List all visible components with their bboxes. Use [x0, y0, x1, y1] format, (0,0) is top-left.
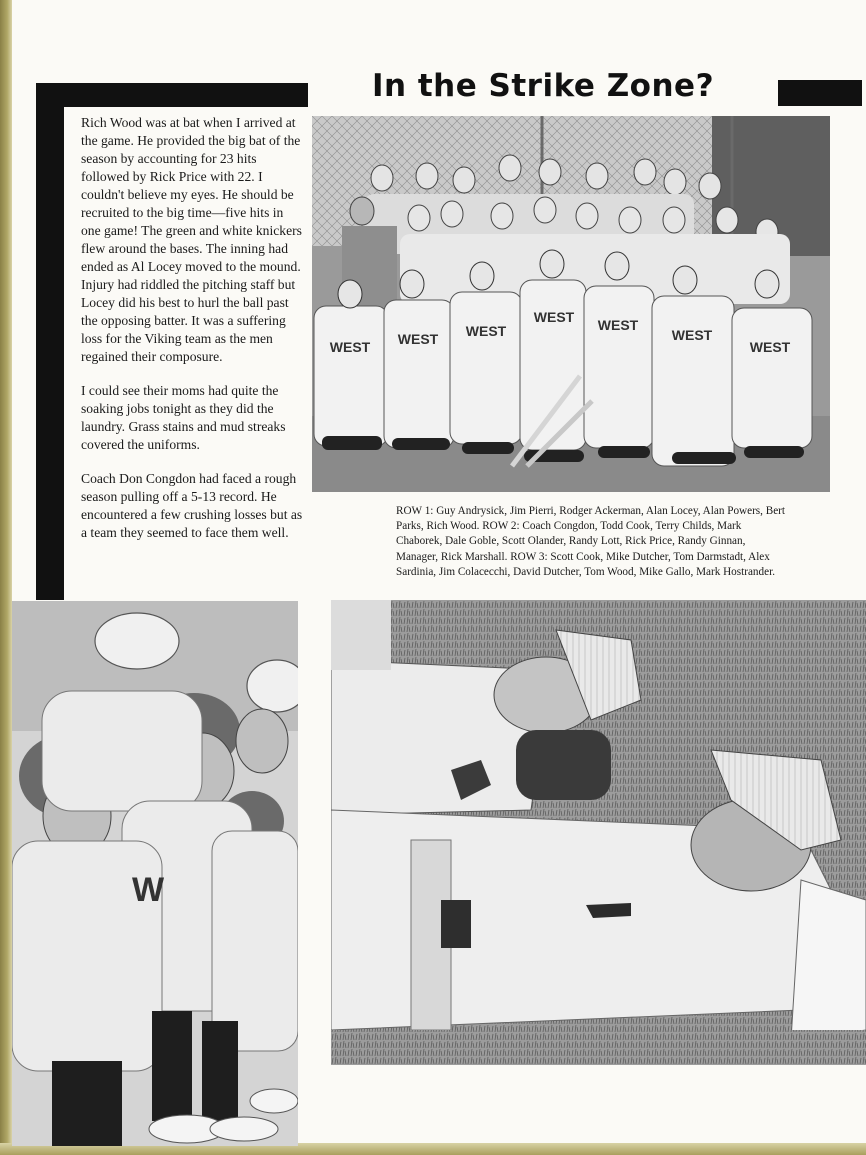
huddle-photo-image	[12, 601, 298, 1146]
svg-text:WEST: WEST	[671, 327, 713, 343]
title-bar-left	[36, 83, 308, 107]
story-paragraph: Coach Don Congdon had faced a rough season pulling off a 5-13 record. He encountered a few crushing losses but as a team they seemed to face them well.	[81, 471, 303, 540]
team-photo	[312, 116, 830, 492]
story-paragraph: I could see their moms had quite the soaking jobs tonight as they did the laundry. Grass stains and mud streaks covered the uniforms.	[81, 383, 286, 452]
page-edge-left	[0, 0, 12, 1155]
svg-text:WEST: WEST	[329, 339, 371, 355]
svg-text:WEST: WEST	[597, 317, 639, 333]
svg-text:W: W	[132, 871, 165, 909]
story-paragraph: Rich Wood was at bat when I arrived at the game. He provided the big bat of the season by accounting for 23 hits followed by Rick Price with 22. I couldn't believe my eyes. He should be recruited to the big time—five hits in one game! The green and white knickers flew around the bases. The inning had ended as Al Locey moved to the mound. Injury had riddled the pitching staff but Locey did his best to hurl the ball past the opposing batter. It was a suffering loss for the Viking team as the men regained their composure.	[81, 115, 302, 364]
team-photo-caption: ROW 1: Guy Andrysick, Jim Pierri, Rodger Ackerman, Alan Locey, Alan Powers, Bert Parks, Rich Wood. ROW 2: Coach Congdon, Todd Cook, Terry Childs, Mark Chaborek, Dale Goble, Scott Olander, Randy Lott, Rick Price, Randy Ginnan, Manager, Rick Marshall. ROW 3: Scott Cook, Mike Dutcher, Tom Darmstadt, Alex Sardinia, Jim Colacecchi, David Dutcher, Tom Wood, Mike Gallo, Mark Hostrander.	[396, 505, 786, 578]
story-text	[81, 114, 305, 558]
team-photo-image	[312, 116, 830, 492]
svg-text:WEST: WEST	[465, 323, 507, 339]
huddle-photo	[12, 601, 298, 1146]
page-title: In the Strike Zone?	[371, 68, 715, 104]
resting-players-photo-image	[331, 600, 866, 1065]
title-bar-right	[778, 80, 862, 106]
svg-text:WEST: WEST	[749, 339, 791, 355]
svg-text:WEST: WEST	[533, 309, 575, 325]
left-vertical-rule	[36, 83, 64, 600]
svg-text:WEST: WEST	[397, 331, 439, 347]
resting-players-photo	[331, 600, 866, 1065]
